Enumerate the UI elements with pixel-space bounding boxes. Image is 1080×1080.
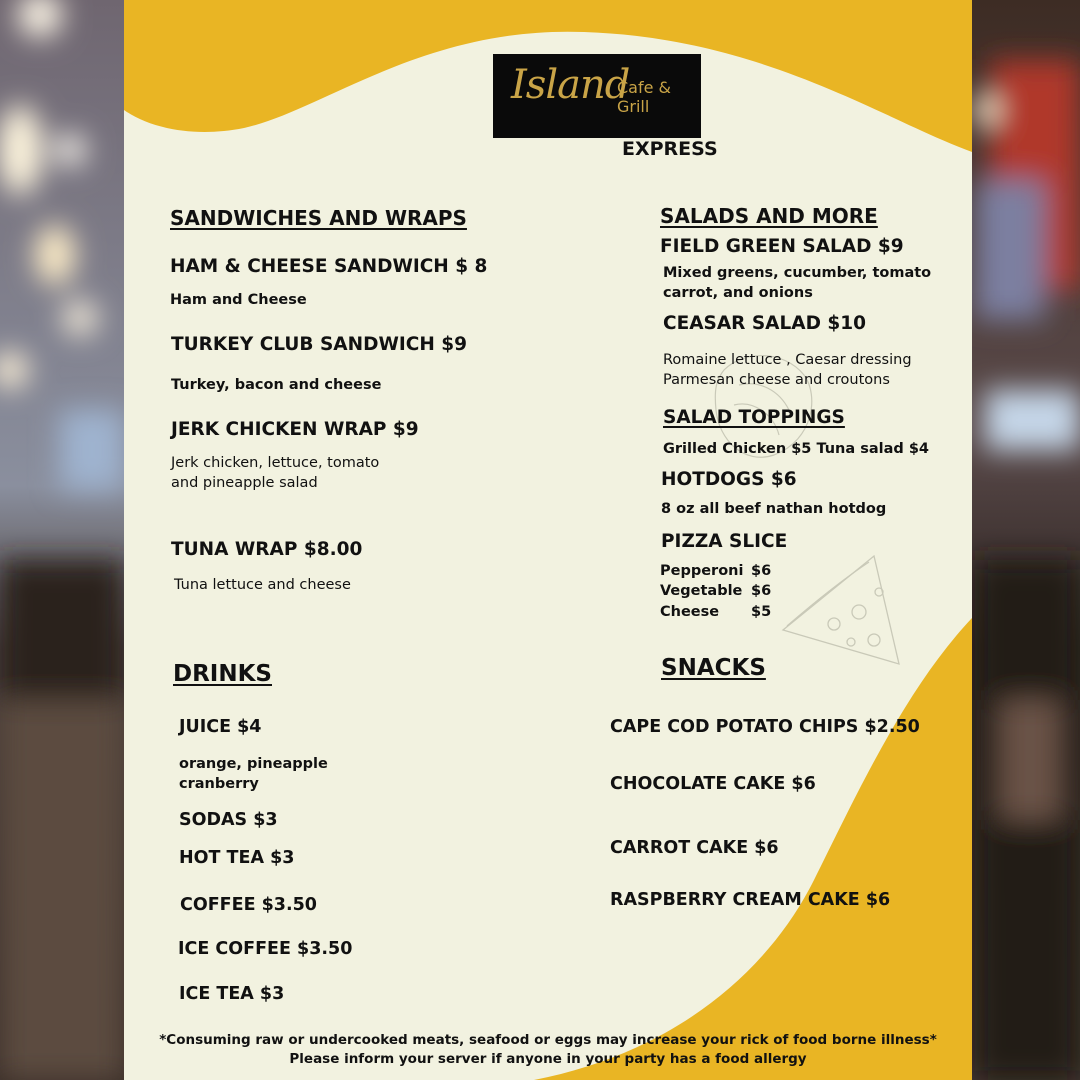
salads-heading: SALADS AND MORE — [660, 204, 878, 228]
menu-item-description: Ham and Cheese — [170, 292, 307, 308]
menu-item-juice: JUICE $4 — [179, 717, 262, 737]
menu-item-turkey-club: TURKEY CLUB SANDWICH $9 — [171, 334, 467, 355]
menu-item-coffee: COFFEE $3.50 — [180, 895, 317, 915]
menu-item-chocolate-cake: CHOCOLATE CAKE $6 — [610, 774, 816, 794]
menu-item-sodas: SODAS $3 — [179, 810, 278, 830]
menu-item-raspberry-cream-cake: RASPBERRY CREAM CAKE $6 — [610, 890, 891, 910]
menu-item-potato-chips: CAPE COD POTATO CHIPS $2.50 — [610, 717, 920, 737]
allergy-disclaimer — [124, 1031, 972, 1069]
pizza-option-price: $5 — [751, 604, 772, 620]
menu-item-description: 8 oz all beef nathan hotdog — [661, 501, 887, 517]
island-cafe-logo — [493, 54, 701, 138]
menu-item-ice-tea: ICE TEA $3 — [179, 984, 285, 1004]
logo-wordmark: Island — [511, 62, 630, 108]
menu-item-description: Jerk chicken, lettuce, tomato — [171, 455, 380, 471]
menu-item-description: carrot, and onions — [663, 285, 813, 301]
logo-subtitle: Cafe & Grill — [617, 78, 672, 116]
pizza-slice-sketch — [779, 552, 904, 672]
menu-item-description: Romaine lettuce , Caesar dressing — [663, 352, 912, 368]
salad-toppings-description: Grilled Chicken $5 Tuna salad $4 — [663, 441, 929, 457]
menu-item-ice-coffee: ICE COFFEE $3.50 — [178, 939, 353, 959]
menu-item-pizza-slice: PIZZA SLICE — [661, 531, 788, 552]
menu-item-jerk-chicken-wrap: JERK CHICKEN WRAP $9 — [171, 419, 419, 440]
menu-item-hot-tea: HOT TEA $3 — [179, 848, 295, 868]
menu-item-tuna-wrap: TUNA WRAP $8.00 — [171, 539, 363, 560]
snacks-heading: SNACKS — [661, 655, 766, 681]
pizza-option-price: $6 — [751, 583, 772, 599]
drinks-heading: DRINKS — [173, 661, 272, 687]
pizza-option-label: Vegetable — [660, 583, 743, 599]
pizza-option-label: Pepperoni — [660, 563, 744, 579]
menu-item-field-green-salad: FIELD GREEN SALAD $9 — [660, 236, 904, 257]
menu-item-hotdogs: HOTDOGS $6 — [661, 469, 797, 490]
menu-item-description: Mixed greens, cucumber, tomato — [663, 265, 932, 281]
menu-item-description: and pineapple salad — [171, 475, 318, 491]
menu-item-description: orange, pineapple — [179, 756, 328, 772]
menu-item-ceasar-salad: CEASAR SALAD $10 — [663, 313, 867, 334]
sandwiches-heading: SANDWICHES AND WRAPS — [170, 206, 467, 230]
express-tagline: EXPRESS — [622, 138, 718, 160]
menu-item-carrot-cake: CARROT CAKE $6 — [610, 838, 779, 858]
menu-item-description: Turkey, bacon and cheese — [171, 377, 382, 393]
menu-item-description: Parmesan cheese and croutons — [663, 372, 890, 388]
menu-item-ham-cheese: HAM & CHEESE SANDWICH $ 8 — [170, 256, 488, 277]
pizza-option-price: $6 — [751, 563, 772, 579]
pizza-option-label: Cheese — [660, 604, 720, 620]
disclaimer-line: *Consuming raw or undercooked meats, seafood or eggs may increase your rick of food borne illness* — [159, 1032, 937, 1048]
menu-item-description: cranberry — [179, 776, 259, 792]
disclaimer-line: Please inform your server if anyone in your party has a food allergy — [289, 1051, 807, 1067]
salad-toppings-heading: SALAD TOPPINGS — [663, 407, 845, 428]
menu-card — [124, 0, 972, 1080]
menu-item-description: Tuna lettuce and cheese — [174, 577, 351, 593]
